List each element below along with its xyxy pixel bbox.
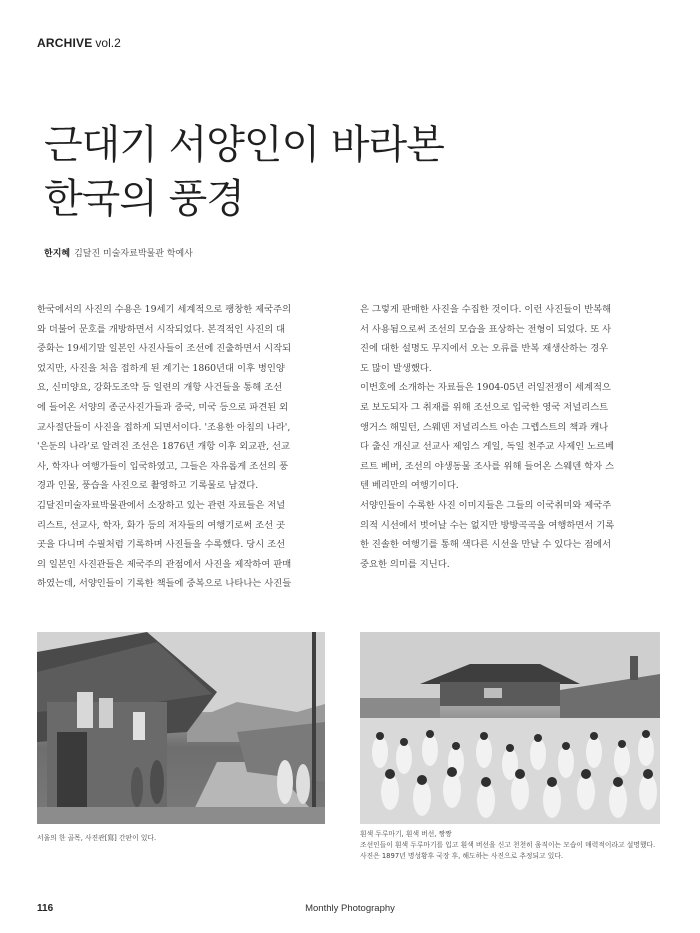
section-label: ARCHIVE xyxy=(37,36,93,50)
body-column-right xyxy=(360,300,656,574)
author-name: 한지혜 xyxy=(44,249,71,259)
page-number: 116 xyxy=(37,903,54,914)
title-line-1: 근대기 서양인이 바라본 xyxy=(44,122,444,168)
body-paragraph: 이번호에 소개하는 자료들은 1904-05년 러일전쟁이 세계적으 로 보도되자 그 취재를 위해 조선으로 입국한 영국 저널리스트 앵거스 해밀턴, 스웨덴 저널리스트 아손 그렙스트의 책과 캐나 다 출신 개신교 선교사 제임스 게일, 독일 천주교 사제인 노르베 르트 베버, 조선의 야생동물 조사를 위해 들어온 스웨덴 학자 스 텐 베리만의 여행기이다. xyxy=(360,382,615,492)
body-column-left xyxy=(37,300,333,594)
caption-line: 조선인들이 흰색 두루마기를 입고 흰색 버선을 신고 천천히 움직이는 모습이 매력적이라고 설명했다. xyxy=(360,841,656,849)
photo-caption-1: 서울의 한 골목, 사진관[寫] 간판이 있다. xyxy=(37,834,157,842)
title-line-2: 한국의 풍경 xyxy=(44,176,244,222)
alley-photo-illustration xyxy=(37,632,325,824)
volume-label: vol.2 xyxy=(95,36,121,50)
procession-photo-illustration xyxy=(360,632,660,824)
author-affiliation: 김달진 미술자료박물관 학예사 xyxy=(74,249,193,259)
body-paragraph: 서양인들이 수록한 사진 이미지들은 그들의 이국취미와 제국주 의적 시선에서 벗어날 수는 없지만 방방곡곡을 여행하면서 기록 한 진솔한 여행기를 통해 색다른 시선을 만날 수 있다는 점에서 중요한 의미를 지닌다. xyxy=(360,499,615,570)
caption-title: 흰색 두루마기, 흰색 버선, 짱짱 xyxy=(360,830,452,838)
alley-photo xyxy=(37,632,325,824)
article-title xyxy=(44,118,444,226)
section-header xyxy=(37,36,121,50)
photo-caption-2 xyxy=(360,829,655,862)
byline xyxy=(44,246,193,259)
body-paragraph: 은 그렇게 판매한 사진을 수집한 것이다. 이런 사진들이 반복해 서 사용됨으로써 조선의 모습을 표상하는 전형이 되었다. 또 사 진에 대한 설명도 무지에서 오는 오류를 반복 재생산하는 경우 도 많이 발생했다. xyxy=(360,304,612,374)
body-paragraph: 한국에서의 사진의 수용은 19세기 세계적으로 팽창한 제국주의 와 더불어 문호를 개방하면서 시작되었다. 본격적인 사진의 대 중화는 19세기말 일본인 사진사들이 조선에 진출하면서 시작되 었지만, 사진을 처음 접하게 된 계기는 1860년대 이후 병인양 요, 신미양요, 강화도조약 등 일련의 개항 사건들을 통해 조선 에 들어온 서양의 종군사진가들과 중국, 미국 등으로 파견된 외 교사절단들이 사진을 접하게 되면서이다. '조용한 아침의 나라', '은둔의 나라'로 알려진 조선은 1876년 개항 이후 외교관, 선교 사, 학자나 여행가들이 입국하였고, 그들은 자유롭게 조선의 풍 경과 인물, 풍습을 사진으로 촬영하고 기록물로 남겼다. xyxy=(37,304,292,492)
body-paragraph: 김달진미술자료박물관에서 소장하고 있는 관련 자료들은 저널 리스트, 선교사, 학자, 화가 등의 저자들의 여행기로써 조선 곳 곳을 다니며 수필처럼 기록하며 사진들을 수록했다. 당시 조선 의 일본인 사진관들은 제국주의 관점에서 사진을 제작하여 판매 하였는데, 서양인들이 기록한 책들에 중복으로 나타나는 사진들 xyxy=(37,499,292,590)
caption-line: 사진은 1897년 명성황후 국장 후, 해도하는 사진으로 추정되고 있다. xyxy=(360,852,564,860)
magazine-name: Monthly Photography xyxy=(305,903,395,914)
procession-photo xyxy=(360,632,660,824)
